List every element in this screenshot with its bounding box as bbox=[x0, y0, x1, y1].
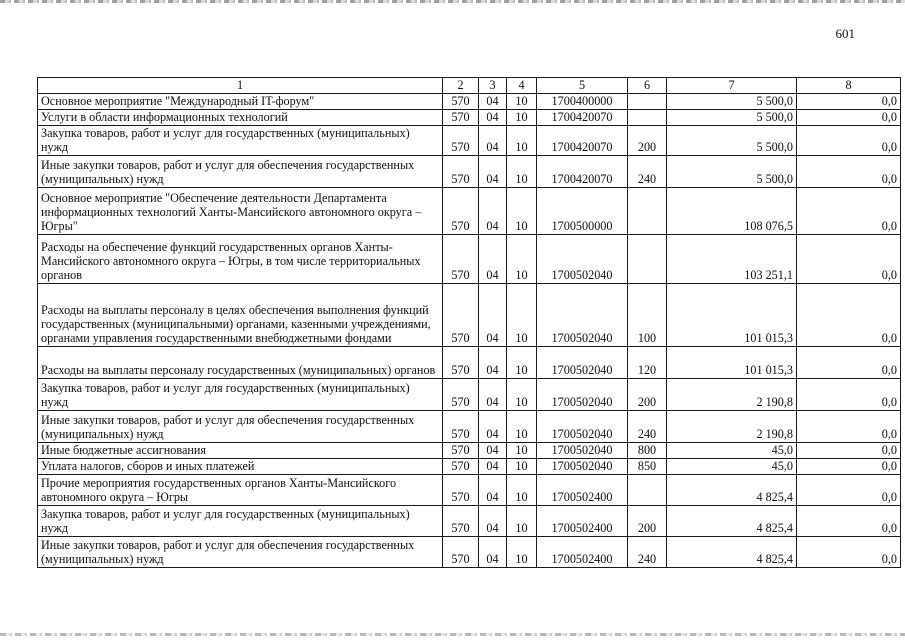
row-amount-2-cell: 0,0 bbox=[797, 443, 901, 459]
row-code-4-cell: 10 bbox=[507, 126, 537, 156]
table-row bbox=[38, 411, 901, 443]
column-header: 8 bbox=[797, 78, 901, 94]
row-target-item-cell: 1700502040 bbox=[537, 347, 628, 379]
table-row bbox=[38, 235, 901, 284]
table-row bbox=[38, 188, 901, 235]
row-amount-cell: 101 015,3 bbox=[667, 347, 797, 379]
row-target-item-cell: 1700420070 bbox=[537, 156, 628, 188]
row-target-item-cell: 1700420070 bbox=[537, 110, 628, 126]
row-target-item-cell: 1700502040 bbox=[537, 379, 628, 411]
row-amount-2-cell: 0,0 bbox=[797, 411, 901, 443]
column-header: 6 bbox=[628, 78, 667, 94]
row-amount-cell: 45,0 bbox=[667, 459, 797, 475]
row-amount-cell: 4 825,4 bbox=[667, 506, 797, 537]
row-code-3-cell: 04 bbox=[479, 506, 507, 537]
row-code-3-cell: 04 bbox=[479, 235, 507, 284]
row-expense-type-cell bbox=[628, 475, 667, 506]
row-code-3-cell: 04 bbox=[479, 156, 507, 188]
row-code-2-cell: 570 bbox=[443, 284, 479, 347]
column-header: 2 bbox=[443, 78, 479, 94]
row-expense-type-cell bbox=[628, 110, 667, 126]
row-amount-cell: 5 500,0 bbox=[667, 156, 797, 188]
row-amount-cell: 5 500,0 bbox=[667, 94, 797, 110]
row-code-2-cell: 570 bbox=[443, 537, 479, 568]
row-amount-2-cell: 0,0 bbox=[797, 459, 901, 475]
row-target-item-cell: 1700502040 bbox=[537, 459, 628, 475]
row-expense-type-cell: 200 bbox=[628, 126, 667, 156]
column-header: 4 bbox=[507, 78, 537, 94]
row-target-item-cell: 1700502040 bbox=[537, 235, 628, 284]
table-row bbox=[38, 284, 901, 347]
column-header: 7 bbox=[667, 78, 797, 94]
row-amount-2-cell: 0,0 bbox=[797, 94, 901, 110]
row-name-cell: Расходы на выплаты персоналу в целях обеспечения выполнения функций государственных (муниципальными) органами, казенными учреждениями, органами управления государственными внебюджетными фондами bbox=[38, 284, 443, 347]
row-name-cell: Закупка товаров, работ и услуг для государственных (муниципальных) нужд bbox=[38, 379, 443, 411]
table-row bbox=[38, 110, 901, 126]
row-name-cell: Прочие мероприятия государственных органов Ханты-Мансийского автономного округа – Югры bbox=[38, 475, 443, 506]
row-amount-2-cell: 0,0 bbox=[797, 537, 901, 568]
row-amount-2-cell: 0,0 bbox=[797, 156, 901, 188]
row-code-3-cell: 04 bbox=[479, 475, 507, 506]
row-code-4-cell: 10 bbox=[507, 379, 537, 411]
row-code-4-cell: 10 bbox=[507, 110, 537, 126]
row-code-4-cell: 10 bbox=[507, 347, 537, 379]
row-code-3-cell: 04 bbox=[479, 537, 507, 568]
row-code-2-cell: 570 bbox=[443, 110, 479, 126]
row-code-3-cell: 04 bbox=[479, 126, 507, 156]
row-name-cell: Основное мероприятие "Международный IT-форум" bbox=[38, 94, 443, 110]
row-name-cell: Закупка товаров, работ и услуг для государственных (муниципальных) нужд bbox=[38, 506, 443, 537]
row-code-4-cell: 10 bbox=[507, 284, 537, 347]
row-code-4-cell: 10 bbox=[507, 94, 537, 110]
row-target-item-cell: 1700502400 bbox=[537, 506, 628, 537]
column-header: 5 bbox=[537, 78, 628, 94]
row-expense-type-cell: 200 bbox=[628, 506, 667, 537]
row-code-2-cell: 570 bbox=[443, 459, 479, 475]
page-number: 601 bbox=[835, 26, 855, 41]
row-amount-2-cell: 0,0 bbox=[797, 235, 901, 284]
scan-edge-top bbox=[0, 0, 905, 3]
row-name-cell: Уплата налогов, сборов и иных платежей bbox=[38, 459, 443, 475]
column-header: 1 bbox=[38, 78, 443, 94]
row-code-2-cell: 570 bbox=[443, 506, 479, 537]
row-target-item-cell: 1700502040 bbox=[537, 443, 628, 459]
row-target-item-cell: 1700502400 bbox=[537, 537, 628, 568]
row-code-3-cell: 04 bbox=[479, 94, 507, 110]
table-row bbox=[38, 347, 901, 379]
row-amount-cell: 108 076,5 bbox=[667, 188, 797, 235]
row-code-3-cell: 04 bbox=[479, 379, 507, 411]
row-code-3-cell: 04 bbox=[479, 443, 507, 459]
row-code-3-cell: 04 bbox=[479, 188, 507, 235]
row-code-3-cell: 04 bbox=[479, 459, 507, 475]
row-code-3-cell: 04 bbox=[479, 347, 507, 379]
row-target-item-cell: 1700502040 bbox=[537, 411, 628, 443]
row-amount-cell: 45,0 bbox=[667, 443, 797, 459]
row-target-item-cell: 1700502400 bbox=[537, 475, 628, 506]
row-code-3-cell: 04 bbox=[479, 411, 507, 443]
row-expense-type-cell: 200 bbox=[628, 379, 667, 411]
row-code-2-cell: 570 bbox=[443, 475, 479, 506]
row-amount-2-cell: 0,0 bbox=[797, 475, 901, 506]
row-amount-cell: 101 015,3 bbox=[667, 284, 797, 347]
row-code-3-cell: 04 bbox=[479, 110, 507, 126]
row-expense-type-cell: 120 bbox=[628, 347, 667, 379]
row-amount-2-cell: 0,0 bbox=[797, 188, 901, 235]
row-amount-cell: 2 190,8 bbox=[667, 411, 797, 443]
row-code-2-cell: 570 bbox=[443, 94, 479, 110]
table-row bbox=[38, 156, 901, 188]
budget-table bbox=[37, 77, 901, 568]
row-code-4-cell: 10 bbox=[507, 475, 537, 506]
row-code-4-cell: 10 bbox=[507, 443, 537, 459]
row-name-cell: Расходы на выплаты персоналу государственных (муниципальных) органов bbox=[38, 347, 443, 379]
row-code-2-cell: 570 bbox=[443, 126, 479, 156]
row-amount-cell: 4 825,4 bbox=[667, 537, 797, 568]
row-expense-type-cell bbox=[628, 235, 667, 284]
row-expense-type-cell bbox=[628, 94, 667, 110]
table-row bbox=[38, 475, 901, 506]
row-amount-cell: 4 825,4 bbox=[667, 475, 797, 506]
row-code-4-cell: 10 bbox=[507, 188, 537, 235]
table-row bbox=[38, 126, 901, 156]
row-expense-type-cell: 240 bbox=[628, 156, 667, 188]
row-amount-2-cell: 0,0 bbox=[797, 347, 901, 379]
row-expense-type-cell: 800 bbox=[628, 443, 667, 459]
row-code-2-cell: 570 bbox=[443, 379, 479, 411]
row-code-3-cell: 04 bbox=[479, 284, 507, 347]
row-target-item-cell: 1700420070 bbox=[537, 126, 628, 156]
row-amount-2-cell: 0,0 bbox=[797, 506, 901, 537]
table-row bbox=[38, 443, 901, 459]
row-amount-cell: 5 500,0 bbox=[667, 126, 797, 156]
table-row bbox=[38, 94, 901, 110]
row-target-item-cell: 1700502040 bbox=[537, 284, 628, 347]
table-row bbox=[38, 506, 901, 537]
row-target-item-cell: 1700400000 bbox=[537, 94, 628, 110]
row-name-cell: Расходы на обеспечение функций государственных органов Ханты-Мансийского автономного округа – Югры, в том числе территориальных органов bbox=[38, 235, 443, 284]
row-expense-type-cell bbox=[628, 188, 667, 235]
table-row bbox=[38, 459, 901, 475]
row-code-4-cell: 10 bbox=[507, 459, 537, 475]
table-row bbox=[38, 379, 901, 411]
row-amount-cell: 2 190,8 bbox=[667, 379, 797, 411]
row-code-4-cell: 10 bbox=[507, 411, 537, 443]
row-expense-type-cell: 240 bbox=[628, 537, 667, 568]
row-name-cell: Услуги в области информационных технологий bbox=[38, 110, 443, 126]
row-code-2-cell: 570 bbox=[443, 235, 479, 284]
row-name-cell: Основное мероприятие "Обеспечение деятельности Департамента информационных технологий Ханты-Мансийского автономного округа – Югры" bbox=[38, 188, 443, 235]
scan-edge-bottom bbox=[0, 633, 905, 636]
row-code-4-cell: 10 bbox=[507, 537, 537, 568]
row-code-2-cell: 570 bbox=[443, 156, 479, 188]
row-expense-type-cell: 850 bbox=[628, 459, 667, 475]
row-expense-type-cell: 100 bbox=[628, 284, 667, 347]
row-amount-2-cell: 0,0 bbox=[797, 126, 901, 156]
row-expense-type-cell: 240 bbox=[628, 411, 667, 443]
row-name-cell: Иные закупки товаров, работ и услуг для обеспечения государственных (муниципальных) нужд bbox=[38, 537, 443, 568]
row-amount-2-cell: 0,0 bbox=[797, 110, 901, 126]
row-amount-cell: 5 500,0 bbox=[667, 110, 797, 126]
column-header: 3 bbox=[479, 78, 507, 94]
row-amount-2-cell: 0,0 bbox=[797, 379, 901, 411]
row-code-4-cell: 10 bbox=[507, 156, 537, 188]
row-code-4-cell: 10 bbox=[507, 235, 537, 284]
row-amount-cell: 103 251,1 bbox=[667, 235, 797, 284]
row-code-4-cell: 10 bbox=[507, 506, 537, 537]
row-target-item-cell: 1700500000 bbox=[537, 188, 628, 235]
table-header-row bbox=[38, 78, 901, 94]
row-code-2-cell: 570 bbox=[443, 188, 479, 235]
row-code-2-cell: 570 bbox=[443, 347, 479, 379]
row-amount-2-cell: 0,0 bbox=[797, 284, 901, 347]
row-name-cell: Иные закупки товаров, работ и услуг для обеспечения государственных (муниципальных) нужд bbox=[38, 156, 443, 188]
row-name-cell: Иные бюджетные ассигнования bbox=[38, 443, 443, 459]
row-code-2-cell: 570 bbox=[443, 443, 479, 459]
table-row bbox=[38, 537, 901, 568]
row-code-2-cell: 570 bbox=[443, 411, 479, 443]
row-name-cell: Иные закупки товаров, работ и услуг для обеспечения государственных (муниципальных) нужд bbox=[38, 411, 443, 443]
row-name-cell: Закупка товаров, работ и услуг для государственных (муниципальных) нужд bbox=[38, 126, 443, 156]
